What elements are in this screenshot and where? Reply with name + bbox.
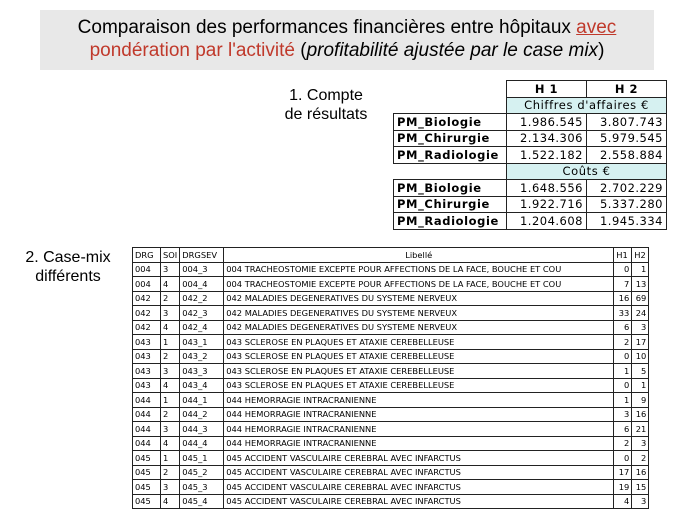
- cell-h1: 19: [614, 480, 632, 495]
- revenue-h1: 2.134.306: [507, 130, 587, 147]
- title-part-3: pondération par l'activité: [89, 40, 295, 61]
- cell-h1: 17: [614, 465, 632, 480]
- cell-h2: 9: [632, 393, 649, 408]
- title-part-6: ): [598, 40, 605, 61]
- cell-drg: 043: [133, 349, 161, 364]
- revenue-header-row: [394, 97, 667, 114]
- revenue-label: PM_Biologie: [394, 114, 507, 131]
- revenue-label: PM_Radiologie: [394, 147, 507, 164]
- cell-drg: 042: [133, 320, 161, 335]
- cell-libelle: 042 MALADIES DEGENERATIVES DU SYSTEME NERVEUX: [224, 291, 614, 306]
- cell-soi: 4: [161, 277, 180, 292]
- cell-drg: 045: [133, 465, 161, 480]
- cell-h2: 10: [632, 349, 649, 364]
- revenue-label: PM_Chirurgie: [394, 130, 507, 147]
- header-drg: DRG: [133, 248, 161, 263]
- cell-drg: 044: [133, 407, 161, 422]
- cell-h2: 5: [632, 364, 649, 379]
- cell-drg: 042: [133, 306, 161, 321]
- cell-h1: 7: [614, 277, 632, 292]
- table-row: [133, 407, 649, 422]
- financial-table: [393, 80, 667, 230]
- cell-h2: 2: [632, 451, 649, 466]
- cell-libelle: 044 HEMORRAGIE INTRACRANIENNE: [224, 393, 614, 408]
- section-2-line-1: 2. Case-mix: [25, 249, 111, 266]
- section-1-label: [272, 86, 380, 124]
- table-row: [133, 320, 649, 335]
- cell-soi: 3: [161, 364, 180, 379]
- cell-h1: 1: [614, 364, 632, 379]
- cell-drgsev: 043_2: [180, 349, 224, 364]
- cell-libelle: 045 ACCIDENT VASCULAIRE CEREBRAL AVEC INFARCTUS: [224, 451, 614, 466]
- cell-libelle: 044 HEMORRAGIE INTRACRANIENNE: [224, 407, 614, 422]
- header-blank: [394, 81, 507, 98]
- cell-h1: 33: [614, 306, 632, 321]
- cell-drg: 045: [133, 494, 161, 509]
- cell-h2: 15: [632, 480, 649, 495]
- cell-h1: 0: [614, 378, 632, 393]
- cell-h1: 16: [614, 291, 632, 306]
- cell-libelle: 045 ACCIDENT VASCULAIRE CEREBRAL AVEC INFARCTUS: [224, 465, 614, 480]
- cell-soi: 2: [161, 291, 180, 306]
- cell-drgsev: 044_1: [180, 393, 224, 408]
- cell-drg: 043: [133, 364, 161, 379]
- cell-h1: 2: [614, 335, 632, 350]
- cell-soi: 4: [161, 494, 180, 509]
- revenue-h2: 2.558.884: [587, 147, 667, 164]
- cell-libelle: 045 ACCIDENT VASCULAIRE CEREBRAL AVEC INFARCTUS: [224, 494, 614, 509]
- cell-soi: 4: [161, 320, 180, 335]
- cost-row: [394, 213, 667, 230]
- cell-libelle: 045 ACCIDENT VASCULAIRE CEREBRAL AVEC INFARCTUS: [224, 480, 614, 495]
- cell-drgsev: 043_4: [180, 378, 224, 393]
- cell-soi: 3: [161, 306, 180, 321]
- table-row: [133, 306, 649, 321]
- cell-soi: 4: [161, 378, 180, 393]
- cost-header: Coûts €: [507, 163, 667, 180]
- cell-h1: 0: [614, 451, 632, 466]
- cell-h2: 3: [632, 436, 649, 451]
- cell-drgsev: 044_3: [180, 422, 224, 437]
- revenue-header: Chiffres d'affaires €: [507, 97, 667, 114]
- cell-drg: 042: [133, 291, 161, 306]
- cell-drg: 045: [133, 480, 161, 495]
- title-part-2: avec: [576, 17, 617, 38]
- casemix-table: [132, 247, 649, 509]
- cell-libelle: 043 SCLEROSE EN PLAQUES ET ATAXIE CEREBELLEUSE: [224, 335, 614, 350]
- section-2-line-2: différents: [35, 268, 101, 285]
- cost-h2: 1.945.334: [587, 213, 667, 230]
- header-libelle: Libellé: [224, 248, 614, 263]
- casemix-header-row: [133, 248, 649, 263]
- cell-h2: 16: [632, 407, 649, 422]
- cost-h2: 5.337.280: [587, 196, 667, 213]
- revenue-h1: 1.522.182: [507, 147, 587, 164]
- cell-h1: 2: [614, 436, 632, 451]
- table-row: [133, 494, 649, 509]
- cost-label: PM_Chirurgie: [394, 196, 507, 213]
- cell-h2: 3: [632, 494, 649, 509]
- cell-libelle: 042 MALADIES DEGENERATIVES DU SYSTEME NERVEUX: [224, 306, 614, 321]
- cost-label: PM_Biologie: [394, 180, 507, 197]
- table-row: [133, 349, 649, 364]
- cost-row: [394, 196, 667, 213]
- cost-row: [394, 180, 667, 197]
- cell-drg: 004: [133, 277, 161, 292]
- cell-h1: 6: [614, 422, 632, 437]
- cell-soi: 2: [161, 349, 180, 364]
- title-part-5: profitabilité ajustée par le case mix: [306, 40, 599, 61]
- cell-h2: 1: [632, 378, 649, 393]
- cost-h1: 1.922.716: [507, 196, 587, 213]
- table-row: [133, 451, 649, 466]
- header-h2: H2: [632, 248, 649, 263]
- table-row: [133, 393, 649, 408]
- cost-h1: 1.648.556: [507, 180, 587, 197]
- header-soi: SOI: [161, 248, 180, 263]
- cell-libelle: 004 TRACHEOSTOMIE EXCEPTE POUR AFFECTIONS DE LA FACE, BOUCHE ET COU: [224, 262, 614, 277]
- cell-soi: 3: [161, 262, 180, 277]
- cell-drg: 043: [133, 335, 161, 350]
- cell-drgsev: 042_4: [180, 320, 224, 335]
- section-1-line-2: de résultats: [284, 106, 368, 123]
- cell-libelle: 004 TRACHEOSTOMIE EXCEPTE POUR AFFECTIONS DE LA FACE, BOUCHE ET COU: [224, 277, 614, 292]
- cell-soi: 1: [161, 393, 180, 408]
- table-row: [133, 364, 649, 379]
- cell-drg: 045: [133, 451, 161, 466]
- table-row: [133, 480, 649, 495]
- col-h2-header: H 2: [587, 81, 667, 98]
- cell-drg: 044: [133, 436, 161, 451]
- cell-h2: 3: [632, 320, 649, 335]
- cell-h1: 4: [614, 494, 632, 509]
- cell-soi: 1: [161, 335, 180, 350]
- cell-drgsev: 045_4: [180, 494, 224, 509]
- table-row: [133, 436, 649, 451]
- table-row: [133, 262, 649, 277]
- cost-h1: 1.204.608: [507, 213, 587, 230]
- cell-drg: 004: [133, 262, 161, 277]
- cell-soi: 3: [161, 422, 180, 437]
- cell-libelle: 044 HEMORRAGIE INTRACRANIENNE: [224, 422, 614, 437]
- cell-drgsev: 045_1: [180, 451, 224, 466]
- cell-drg: 044: [133, 393, 161, 408]
- table-row: [133, 422, 649, 437]
- cell-drgsev: 044_4: [180, 436, 224, 451]
- cell-libelle: 043 SCLEROSE EN PLAQUES ET ATAXIE CEREBELLEUSE: [224, 378, 614, 393]
- cell-h2: 17: [632, 335, 649, 350]
- cost-blank: [394, 163, 507, 180]
- revenue-blank: [394, 97, 507, 114]
- title-part-4: (: [294, 40, 307, 61]
- cell-drgsev: 042_2: [180, 291, 224, 306]
- title-part-1: Comparaison des performances financières entre hôpitaux: [77, 17, 577, 38]
- cost-header-row: [394, 163, 667, 180]
- cell-drgsev: 045_2: [180, 465, 224, 480]
- slide-title: [40, 10, 654, 70]
- table-row: [133, 378, 649, 393]
- cell-h1: 0: [614, 349, 632, 364]
- cell-drgsev: 043_3: [180, 364, 224, 379]
- cell-h2: 1: [632, 262, 649, 277]
- section-1-line-1: 1. Compte: [289, 87, 363, 104]
- revenue-row: [394, 147, 667, 164]
- cell-libelle: 044 HEMORRAGIE INTRACRANIENNE: [224, 436, 614, 451]
- cell-drgsev: 044_2: [180, 407, 224, 422]
- cell-h2: 16: [632, 465, 649, 480]
- cell-h2: 24: [632, 306, 649, 321]
- cell-drgsev: 045_3: [180, 480, 224, 495]
- cell-h1: 3: [614, 407, 632, 422]
- table-row: [133, 291, 649, 306]
- section-2-label: [14, 248, 122, 286]
- cell-drgsev: 043_1: [180, 335, 224, 350]
- revenue-row: [394, 130, 667, 147]
- revenue-h1: 1.986.545: [507, 114, 587, 131]
- cell-soi: 2: [161, 465, 180, 480]
- cost-h2: 2.702.229: [587, 180, 667, 197]
- col-h1-header: H 1: [507, 81, 587, 98]
- cell-drg: 044: [133, 422, 161, 437]
- header-h1: H1: [614, 248, 632, 263]
- cell-h1: 6: [614, 320, 632, 335]
- cell-libelle: 043 SCLEROSE EN PLAQUES ET ATAXIE CEREBELLEUSE: [224, 349, 614, 364]
- cell-h2: 13: [632, 277, 649, 292]
- revenue-h2: 5.979.545: [587, 130, 667, 147]
- cell-drgsev: 004_4: [180, 277, 224, 292]
- cell-soi: 4: [161, 436, 180, 451]
- header-drgsev: DRGSEV: [180, 248, 224, 263]
- cell-soi: 3: [161, 480, 180, 495]
- cell-soi: 1: [161, 451, 180, 466]
- cost-label: PM_Radiologie: [394, 213, 507, 230]
- table-row: [133, 465, 649, 480]
- cell-drgsev: 042_3: [180, 306, 224, 321]
- cell-drg: 043: [133, 378, 161, 393]
- table-row: [133, 277, 649, 292]
- revenue-h2: 3.807.743: [587, 114, 667, 131]
- cell-h2: 21: [632, 422, 649, 437]
- table-row: [133, 335, 649, 350]
- cell-soi: 2: [161, 407, 180, 422]
- financial-header-row: [394, 81, 667, 98]
- revenue-row: [394, 114, 667, 131]
- cell-h2: 69: [632, 291, 649, 306]
- cell-libelle: 043 SCLEROSE EN PLAQUES ET ATAXIE CEREBELLEUSE: [224, 364, 614, 379]
- cell-h1: 1: [614, 393, 632, 408]
- cell-h1: 0: [614, 262, 632, 277]
- cell-libelle: 042 MALADIES DEGENERATIVES DU SYSTEME NERVEUX: [224, 320, 614, 335]
- cell-drgsev: 004_3: [180, 262, 224, 277]
